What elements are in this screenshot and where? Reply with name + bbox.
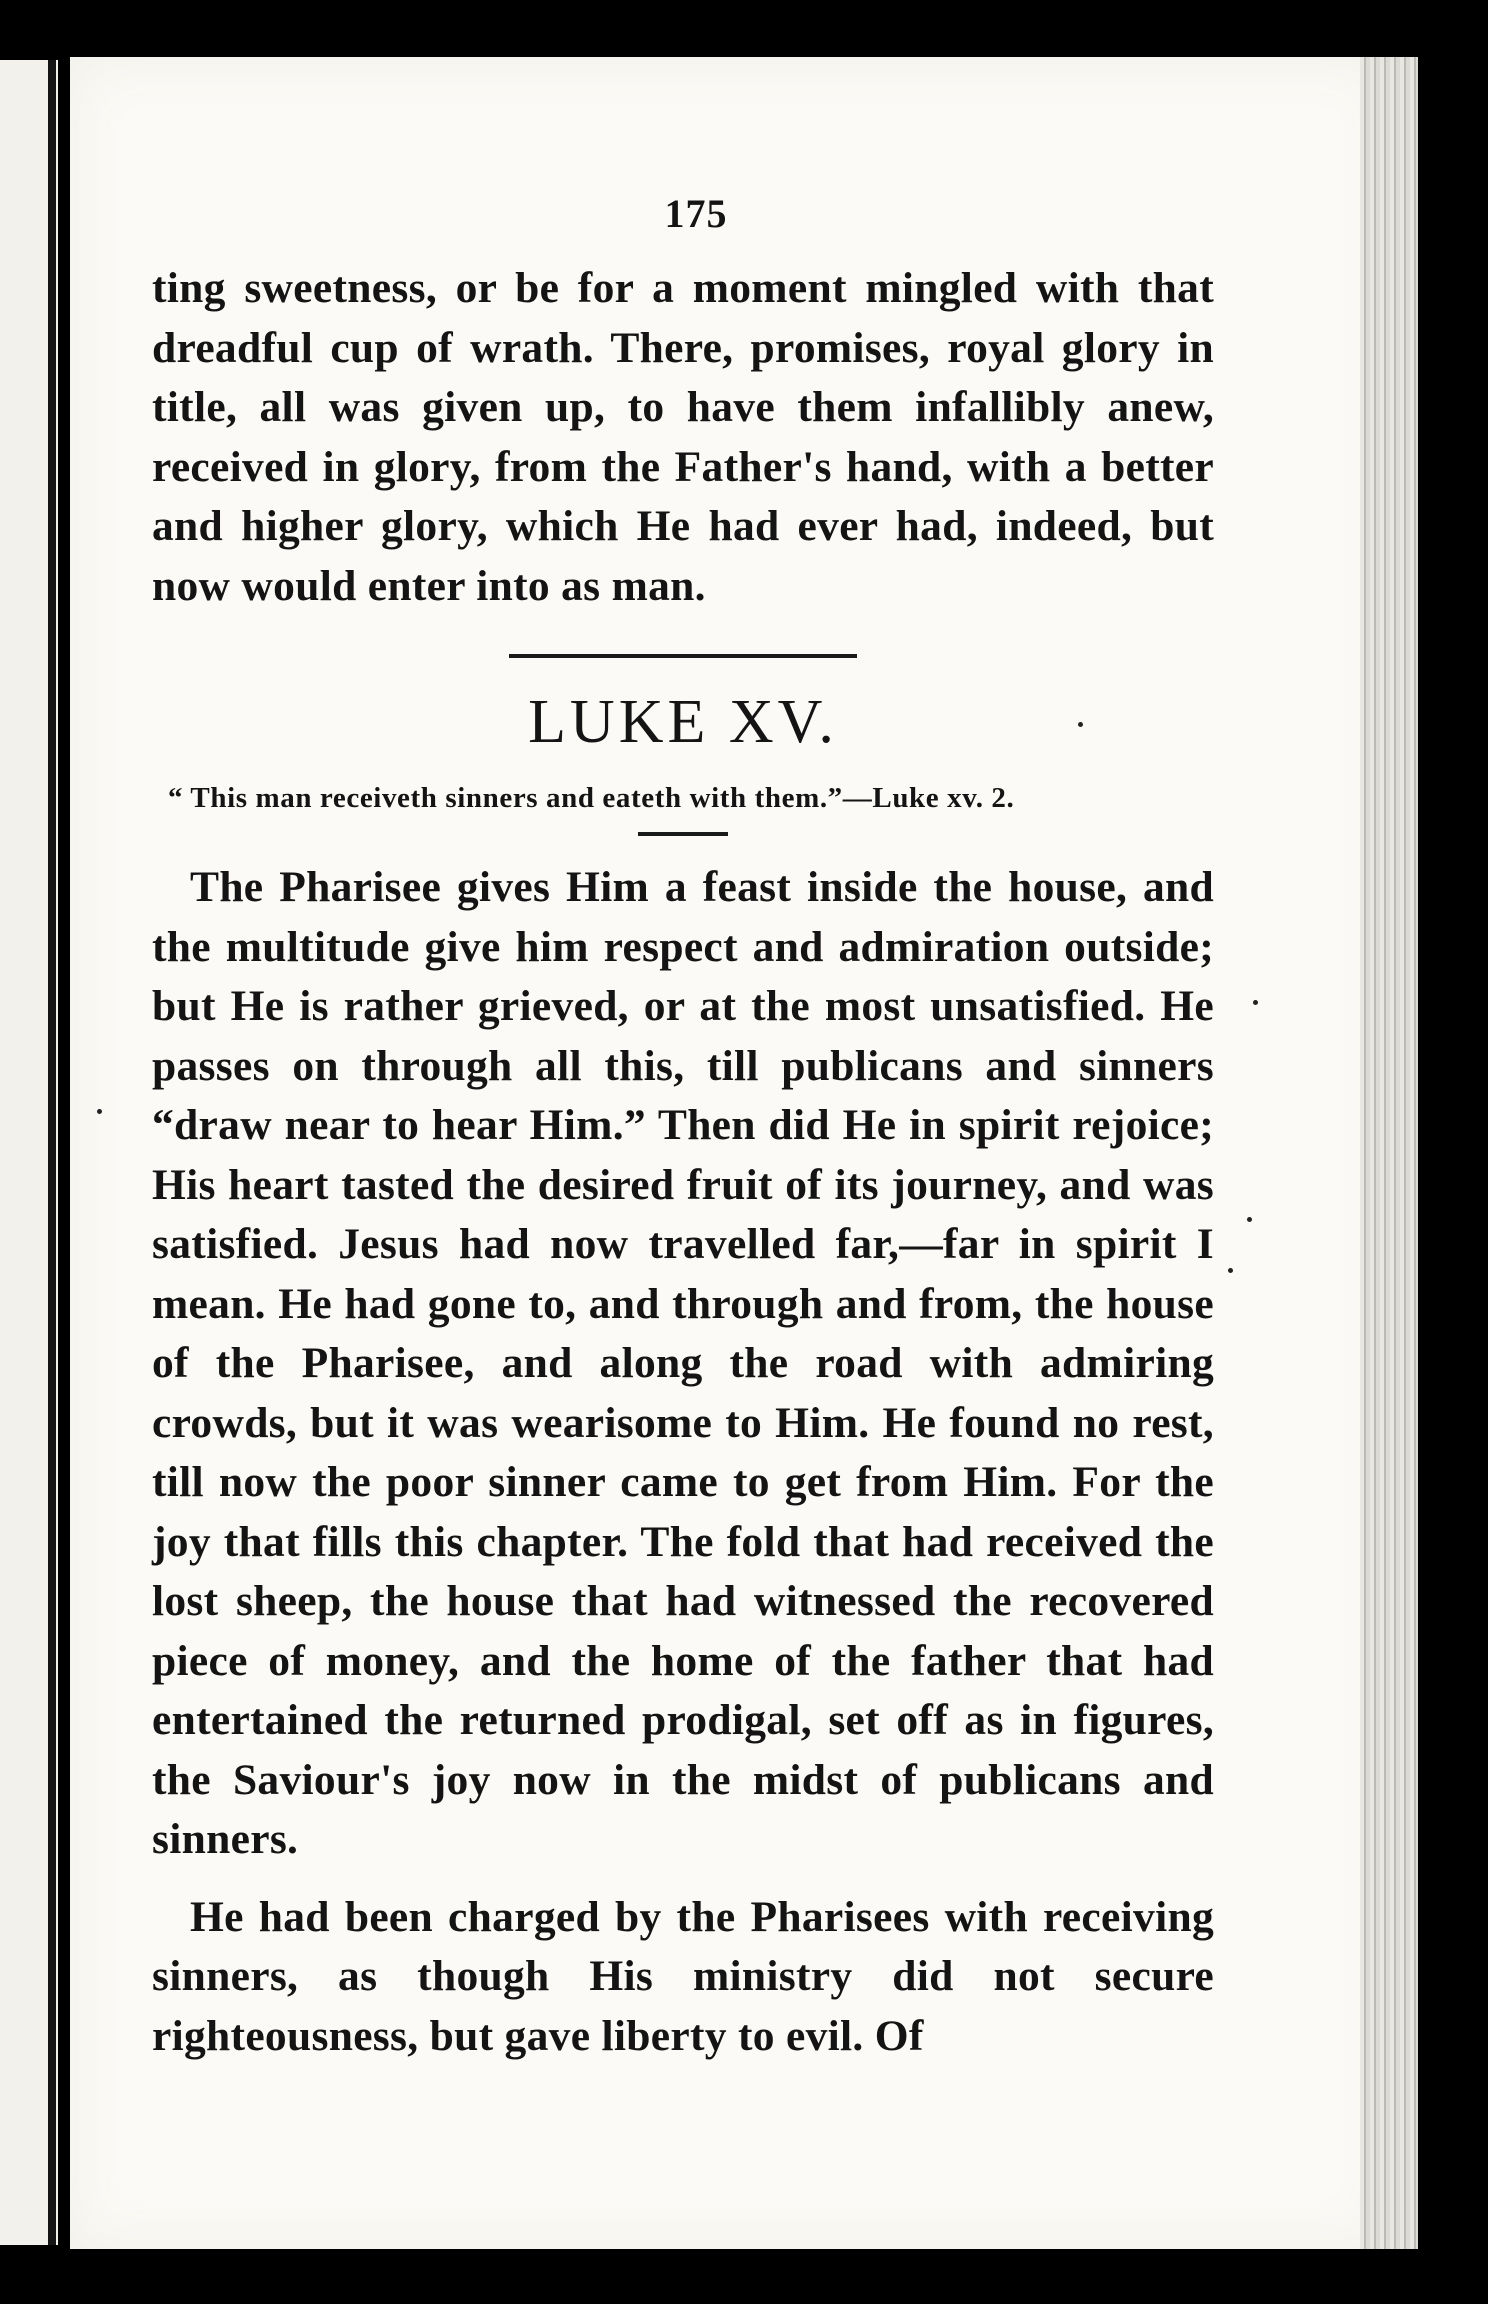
chapter-epigraph: “ This man receiveth sinners and eateth with them.”—Luke xv. 2.: [168, 782, 1015, 814]
scan-speck: [1253, 1000, 1258, 1005]
epigraph-rule: [638, 832, 728, 836]
paragraph-spacer: [152, 1870, 1214, 1888]
page-text-block: [152, 150, 1214, 2066]
page-stack-edges: [1360, 57, 1418, 2249]
scan-speck: [97, 1109, 102, 1114]
scan-speck: [1247, 1217, 1252, 1222]
section-divider-rule: [509, 654, 857, 658]
continuation-paragraph: ting sweetness, or be for a moment mingled with that dreadful cup of wrath. There, promises, royal glory in title, all was given up, to have them infallibly anew, received in glory, from the Father's hand, with a better and higher glory, which He had ever had, indeed, but now would enter into as man.: [152, 264, 1214, 610]
body-paragraph: The Pharisee gives Him a feast inside the house, and the multitude give him respect and admiration outside; but He is rather grieved, or at the most unsatisfied. He passes on through all this, till publicans and sinners “draw near to hear Him.” Then did He in spirit rejoice; His heart tasted the desired fruit of its journey, and was satisfied. Jesus had now travelled far,—far in spirit I mean. He had gone to, and through and from, the house of the Pharisee, and along the road with admiring crowds, but it was wearisome to Him. He found no rest, till now the poor sinner came to get from Him. For the joy that fills this chapter. The fold that had received the lost sheep, the house that had witnessed the recovered piece of money, and the home of the father that had entertained the returned prodigal, set off as in figures, the Saviour's joy now in the midst of publicans and sinners.: [152, 863, 1214, 1863]
scan-speck: [1078, 722, 1083, 727]
page-number: 175: [664, 191, 728, 236]
book-gutter: [48, 60, 56, 2245]
chapter-title: LUKE XV.: [528, 688, 838, 756]
scan-speck: [1228, 1268, 1233, 1273]
body-paragraph: He had been charged by the Pharisees with receiving sinners, as though His ministry did not secure righteousness, but gave liberty to evil. Of: [152, 1892, 1214, 2060]
